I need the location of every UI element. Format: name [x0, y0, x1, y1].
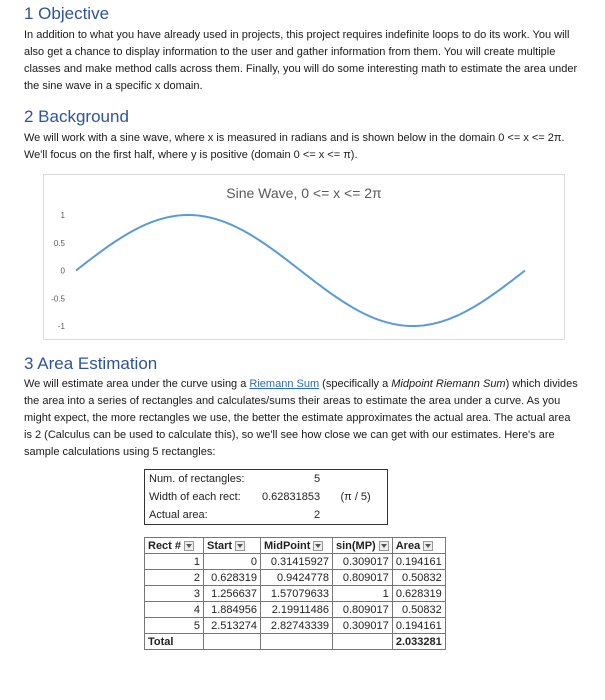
col-header-rect[interactable]: [145, 538, 204, 554]
col-header-sin[interactable]: [333, 538, 393, 554]
table-row: [145, 586, 446, 602]
cell: 1.884956: [204, 602, 261, 618]
total-label: Total: [145, 634, 204, 650]
info-row: [145, 488, 388, 506]
total-value: 2.033281: [392, 634, 445, 650]
cell: 2.19911486: [261, 602, 333, 618]
cell: 0.194161: [392, 554, 445, 570]
cell: 1.256637: [204, 586, 261, 602]
info-value: 2: [314, 509, 321, 521]
cell: 0.309017: [333, 618, 393, 634]
y-tick-label: 0: [60, 266, 65, 276]
cell: [261, 634, 333, 650]
cell: 2.513274: [204, 618, 261, 634]
background-heading: 2 Background: [24, 107, 129, 126]
rectangles-table: [144, 537, 446, 650]
cell: 0.809017: [333, 602, 393, 618]
area-text-b: (specifically a: [319, 378, 392, 390]
info-label: Num. of rectangles:: [149, 473, 245, 485]
y-tick-label: -1: [57, 322, 65, 331]
col-header-start[interactable]: [204, 538, 261, 554]
col-header-midpoint[interactable]: [261, 538, 333, 554]
cell: 0.31415927: [261, 554, 333, 570]
filter-dropdown-icon[interactable]: [423, 541, 433, 551]
area-text: [24, 376, 580, 461]
info-label: Actual area:: [149, 509, 208, 521]
header-row: [145, 538, 446, 554]
table-row: [145, 602, 446, 618]
col-header-label: Area: [395, 539, 421, 552]
cell: 0.628319: [204, 570, 261, 586]
y-tick-label: 0.5: [53, 238, 65, 248]
riemann-sum-link[interactable]: Riemann Sum: [249, 378, 320, 390]
col-header-area[interactable]: [392, 538, 445, 554]
cell: 0.194161: [392, 618, 445, 634]
cell: 3: [145, 586, 204, 602]
info-value: 5: [314, 473, 321, 485]
cell: 0.50832: [392, 602, 445, 618]
info-row: [145, 470, 388, 489]
sine-wave-chart: [43, 174, 565, 340]
filter-dropdown-icon[interactable]: [379, 541, 389, 551]
area-text-italic: Midpoint Riemann Sum: [391, 378, 506, 390]
col-header-label: Start: [207, 539, 233, 552]
info-note: (π / 5): [340, 491, 371, 503]
area-text-a: We will estimate area under the curve using a: [24, 378, 250, 390]
cell: 1: [145, 554, 204, 570]
info-row: [145, 506, 388, 525]
background-text: We will work with a sine wave, where x is measured in radians and is shown below in the domain 0 <= x <= 2π. We'll focus on the first half, where y is positive (domain 0 <= x <= π).: [24, 132, 565, 161]
y-tick-label: -0.5: [51, 294, 65, 304]
info-note: [324, 506, 388, 525]
filter-dropdown-icon[interactable]: [313, 541, 323, 551]
cell: 5: [145, 618, 204, 634]
info-label: Width of each rect:: [149, 491, 241, 503]
cell: 0.809017: [333, 570, 393, 586]
col-header-label: Rect #: [148, 539, 182, 552]
info-note: [324, 470, 388, 489]
filter-dropdown-icon[interactable]: [184, 541, 194, 551]
objective-heading: 1 Objective: [24, 4, 110, 23]
cell: 0.628319: [392, 586, 445, 602]
y-tick-label: 1: [60, 211, 65, 220]
cell: 0.9424778: [261, 570, 333, 586]
cell: 0.50832: [392, 570, 445, 586]
cell: [204, 634, 261, 650]
col-header-label: sin(MP): [336, 539, 376, 552]
area-heading: 3 Area Estimation: [24, 354, 158, 373]
total-row: [145, 634, 446, 650]
cell: [333, 634, 393, 650]
filter-dropdown-icon[interactable]: [235, 541, 245, 551]
cell: 2.82743339: [261, 618, 333, 634]
info-value: 0.62831853: [262, 491, 321, 503]
area-text-c: ) which divides the area into a series of rectangles and calculates/sums their areas to estimate the area under a curve. As you might expect, the more rectangles we use, the better the estimate approximates the actual area. The actual area is 2 (Calculus can be used to calculate this), so we'll see how close we can get with our estimates. Here's are sample calculations using 5 rectangles:: [24, 378, 578, 458]
table-row: [145, 570, 446, 586]
chart-title: Sine Wave, 0 <= x <= 2π: [226, 185, 382, 201]
cell: 0.309017: [333, 554, 393, 570]
col-header-label: MidPoint: [264, 539, 311, 552]
cell: 4: [145, 602, 204, 618]
table-row: [145, 554, 446, 570]
cell: 1.57079633: [261, 586, 333, 602]
objective-text: In addition to what you have already used in projects, this project requires indefinite loops to do its work. You will also get a chance to display information to the user and gather information from them. You will create multiple classes and make method calls across them. Finally, you will do some interesting math to estimate the area under the sine wave in a specific x domain.: [24, 29, 578, 92]
cell: 2: [145, 570, 204, 586]
cell: 1: [333, 586, 393, 602]
cell: 0: [204, 554, 261, 570]
info-table: [144, 469, 388, 525]
table-row: [145, 618, 446, 634]
